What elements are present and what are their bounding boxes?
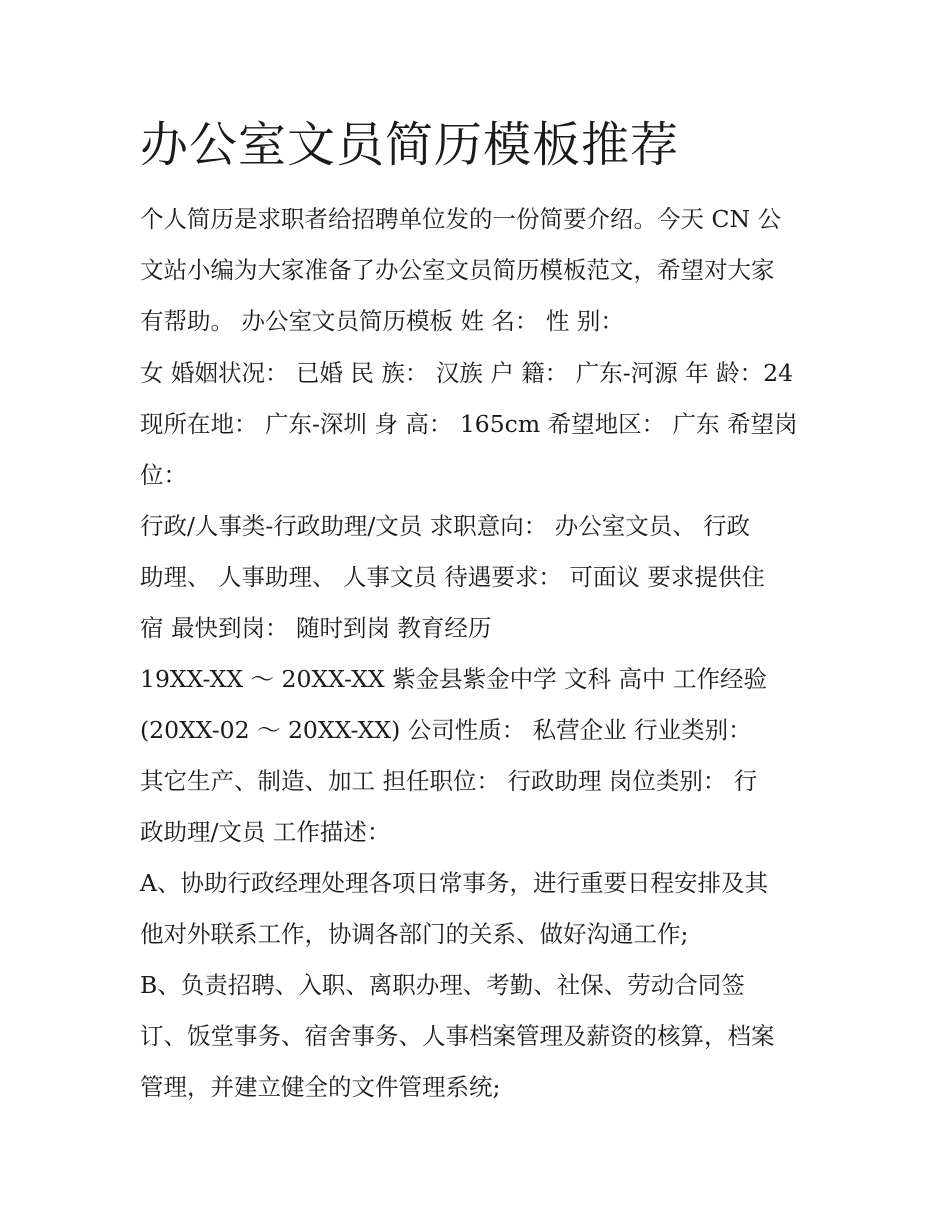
body-text-line: 他对外联系工作，协调各部门的关系、做好沟通工作;: [140, 920, 689, 948]
body-text-line: 现所在地： 广东-深圳 身 高： 165cm 希望地区： 广东 希望岗: [140, 410, 798, 438]
document-title: 办公室文员简历模板推荐: [140, 117, 680, 173]
body-text-line: 助理、 人事助理、 人事文员 待遇要求： 可面议 要求提供住: [140, 563, 765, 591]
body-text-line: 政助理/文员 工作描述：: [140, 818, 391, 846]
body-text-line: B、负责招聘、入职、离职办理、考勤、社保、劳动合同签: [140, 971, 745, 999]
body-text-line: 位：: [140, 461, 187, 489]
body-text-line: (20XX-02 ～ 20XX-XX) 公司性质： 私营企业 行业类别：: [140, 716, 752, 744]
body-text-line: 宿 最快到岗： 随时到岗 教育经历: [140, 614, 492, 642]
body-text-line: 女 婚姻状况： 已婚 民 族： 汉族 户 籍： 广东-河源 年 龄：24: [140, 359, 794, 387]
body-text-line: 行政/人事类-行政助理/文员 求职意向： 办公室文员、 行政: [140, 512, 751, 540]
body-text-line: 个人简历是求职者给招聘单位发的一份简要介绍。今天 CN 公: [140, 205, 781, 233]
body-text-line: 文站小编为大家准备了办公室文员简历模板范文，希望对大家: [140, 256, 775, 284]
body-text-line: 其它生产、制造、加工 担任职位： 行政助理 岗位类别： 行: [140, 767, 758, 795]
body-text-line: A、协助行政经理处理各项日常事务，进行重要日程安排及其: [140, 869, 768, 897]
body-text-line: 有帮助。 办公室文员简历模板 姓 名： 性 别：: [140, 307, 624, 335]
body-text-line: 19XX-XX ～ 20XX-XX 紫金县紫金中学 文科 高中 工作经验: [140, 665, 767, 693]
body-text-line: 订、饭堂事务、宿舍事务、人事档案管理及薪资的核算，档案: [140, 1022, 775, 1050]
body-text-line: 管理，并建立健全的文件管理系统;: [140, 1073, 501, 1101]
